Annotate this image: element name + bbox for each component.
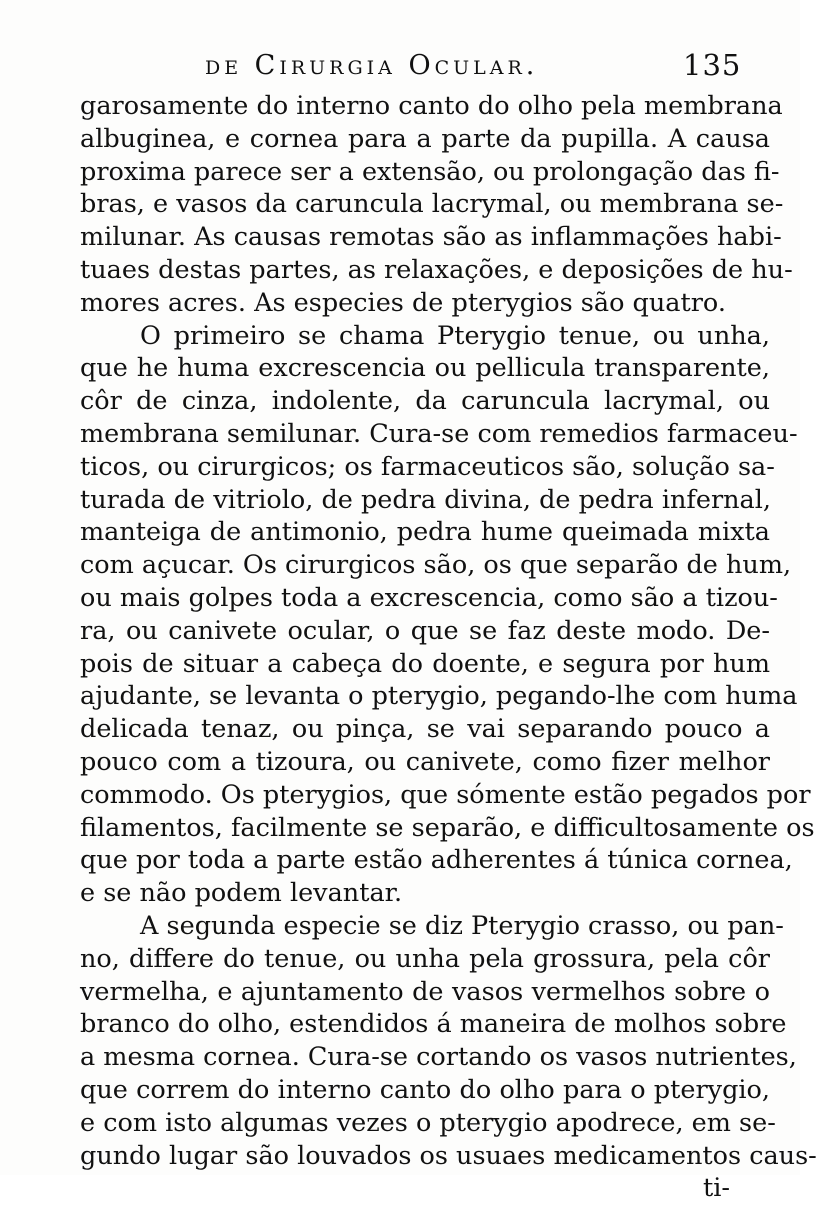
text-line: no, differe do tenue, ou unha pela grossura, pela côr xyxy=(80,943,770,974)
text-line: O primeiro se chama Pterygio tenue, ou unha, xyxy=(140,320,770,351)
text-line: commodo. Os pterygios, que sómente estão pegados por xyxy=(80,779,811,810)
text-line: ra, ou canivete ocular, o que se faz deste modo. De- xyxy=(80,615,770,646)
text-line: bras, e vasos da caruncula lacrymal, ou membrana se- xyxy=(80,189,784,220)
text-line: proxima parece ser a extensão, ou prolongação das fi- xyxy=(80,156,780,187)
body-text xyxy=(80,90,817,1205)
text-line: pois de situar a cabeça do doente, e segura por hum xyxy=(80,648,770,679)
text-line: que correm do interno canto do olho para o pterygio, xyxy=(80,1074,770,1105)
text-line: filamentos, facilmente se separão, e difficultosamente os xyxy=(80,812,815,843)
text-line: e se não podem levantar. xyxy=(80,878,403,909)
text-line: milunar. As causas remotas são as inflammações habi- xyxy=(80,222,782,253)
text-line: manteiga de antimonio, pedra hume queimada mixta xyxy=(80,517,770,548)
text-line: ajudante, se levanta o pterygio, pegando-lhe com huma xyxy=(80,681,798,712)
running-head: de Cirurgia Ocular. xyxy=(205,50,539,81)
text-line: garosamente do interno canto do olho pela membrana xyxy=(80,91,783,121)
text-line: gundo lugar são louvados os usuaes medicamentos caus- xyxy=(80,1140,817,1171)
text-line: e com isto algumas vezes o pterygio apodrece, em se- xyxy=(80,1107,776,1138)
text-line: pouco com a tizoura, ou canivete, como fizer melhor xyxy=(80,746,770,777)
text-line: turada de vitriolo, de pedra divina, de pedra infernal, xyxy=(80,484,772,515)
text-line: branco do olho, estendidos á maneira de molhos sobre xyxy=(80,1009,787,1040)
text-line: A segunda especie se diz Pterygio crasso, ou pan- xyxy=(140,910,784,941)
page-header xyxy=(0,48,800,88)
text-line: que he huma excrescencia ou pellicula transparente, xyxy=(80,353,770,384)
catchword: ti- xyxy=(702,1173,730,1204)
text-line: vermelha, e ajuntamento de vasos vermelhos sobre o xyxy=(80,976,770,1007)
text-line: mores acres. As especies de pterygios são quatro. xyxy=(80,287,726,318)
text-line: com açucar. Os cirurgicos são, os que separão de hum, xyxy=(80,550,792,581)
text-line: albuginea, e cornea para a parte da pupilla. A causa xyxy=(80,123,770,154)
page-number: 135 xyxy=(683,48,742,82)
text-line: delicada tenaz, ou pinça, se vai separando pouco a xyxy=(80,714,770,745)
text-line: tuaes destas partes, as relaxações, e deposições de hu- xyxy=(80,254,793,285)
text-line: ou mais golpes toda a excrescencia, como são a tizou- xyxy=(80,582,778,613)
text-line: membrana semilunar. Cura-se com remedios farmaceu- xyxy=(80,418,798,449)
text-line: côr de cinza, indolente, da caruncula lacrymal, ou xyxy=(80,386,770,417)
text-line: ticos, ou cirurgicos; os farmaceuticos são, solução sa- xyxy=(80,451,775,482)
text-line: a mesma cornea. Cura-se cortando os vasos nutrientes, xyxy=(80,1042,797,1073)
text-line: que por toda a parte estão adherentes á túnica cornea, xyxy=(80,845,793,876)
